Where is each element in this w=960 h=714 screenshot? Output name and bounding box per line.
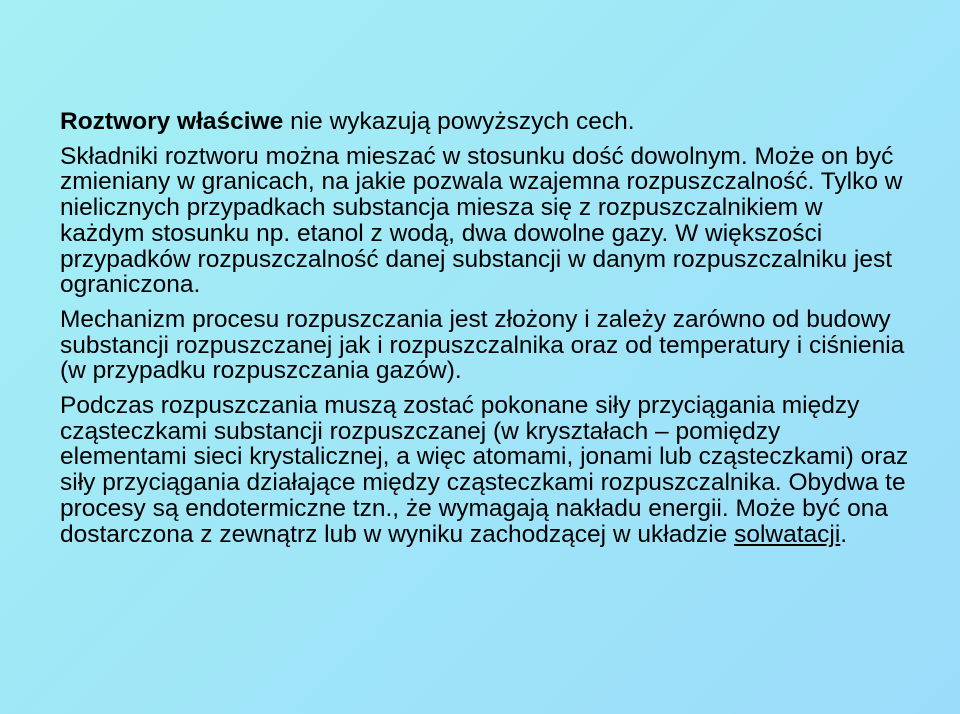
paragraph-4-text: Podczas rozpuszczania muszą zostać pokonane siły przyciągania między cząsteczkami substancji rozpuszczanej (w kryształach – pomiędzy elementami sieci krystalicznej, a więc atomami, jonami lub cząsteczkami) oraz siły przyciągania działające między cząsteczkami rozpuszczalnika. Obydwa te procesy są endotermiczne tzn., że wymagają nakładu energii. Może być ona dostarczona z zewnątrz lub w wyniku zachodzącej w układzie <box>60 392 909 548</box>
bold-term: Roztwory właściwe <box>60 108 284 135</box>
paragraph-4-end: . <box>840 520 848 548</box>
paragraph-3: Mechanizm procesu rozpuszczania jest złożony i zależy zarówno od budowy substancji rozpuszczanej jak i rozpuszczalnika oraz od temperatury i ciśnienia (w przypadku rozpuszczania gazów). <box>60 305 905 385</box>
paragraph-1 <box>60 109 910 135</box>
paragraph-1-text: nie wykazują powyższych cech. <box>283 108 635 135</box>
solvation-link[interactable]: solwatacji <box>734 520 841 548</box>
slide-content <box>60 109 910 556</box>
paragraph-4 <box>60 393 910 547</box>
paragraph-2: Składniki roztworu można mieszać w stosunku dość dowolnym. Może on być zmieniany w granicach, na jakie pozwala wzajemna rozpuszczalność. Tylko w nielicznych przypadkach substancja miesza się z rozpuszczalnikiem w każdym stosunku np. etanol z wodą, dwa dowolne gazy. W większości przypadków rozpuszczalność danej substancji w danym rozpuszczalniku jest ograniczona. <box>60 142 903 299</box>
